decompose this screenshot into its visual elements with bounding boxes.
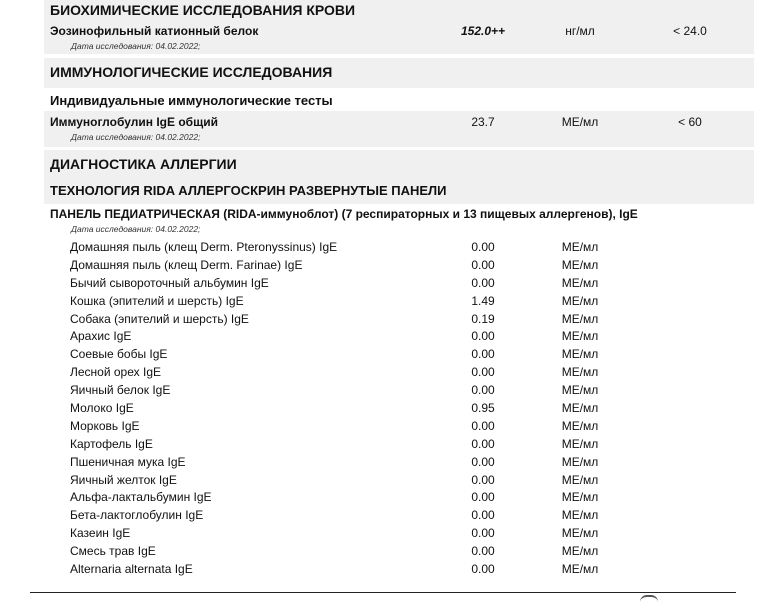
allergen-unit: МЕ/мл <box>561 544 599 559</box>
allergen-value: 0.00 <box>471 257 495 272</box>
allergen-value: 0.00 <box>471 347 495 362</box>
immuno-test-ref: < 60 <box>678 115 702 129</box>
table-row <box>0 363 766 381</box>
allergen-name: Кошка (эпителий и шерсть) IgE <box>70 293 244 308</box>
allergen-unit: МЕ/мл <box>561 293 599 308</box>
allergen-name: Яичный белок IgE <box>70 383 171 398</box>
allergen-value: 0.00 <box>471 508 495 523</box>
immuno-test-date: Дата исследования: 04.02.2022; <box>71 132 201 142</box>
biochem-test-date: Дата исследования: 04.02.2022; <box>71 41 201 51</box>
allergen-name: Молоко IgE <box>70 401 134 416</box>
immuno-test-value: 23.7 <box>471 115 495 129</box>
allergen-name: Пшеничная мука IgE <box>70 454 186 469</box>
table-row <box>0 345 766 363</box>
table-row <box>0 471 766 489</box>
allergen-value: 0.95 <box>471 401 495 416</box>
allergen-name: Яичный желток IgE <box>70 472 177 487</box>
table-row <box>0 274 766 292</box>
allergen-name: Смесь трав IgE <box>70 544 156 559</box>
allergen-value: 0.00 <box>471 472 495 487</box>
allergen-value: 0.00 <box>471 240 495 254</box>
allergen-unit: МЕ/мл <box>561 275 599 290</box>
allergen-name: Казеин IgE <box>70 526 131 541</box>
biochem-test-unit: нг/мл <box>565 24 595 38</box>
allergen-name: Бычий сывороточный альбумин IgE <box>70 275 269 290</box>
allergen-value: 0.00 <box>471 436 495 451</box>
allergen-value: 0.19 <box>471 311 495 326</box>
allergen-value: 0.00 <box>471 454 495 469</box>
table-row <box>0 453 766 471</box>
allergen-unit: МЕ/мл <box>561 490 599 505</box>
allergen-unit: МЕ/мл <box>561 329 599 344</box>
immuno-test-unit: МЕ/мл <box>561 115 599 129</box>
allergen-unit: МЕ/мл <box>561 454 599 469</box>
allergy-panel-title: ПАНЕЛЬ ПЕДИАТРИЧЕСКАЯ (RIDA-иммуноблот) (7 респираторных и 13 пищевых аллергенов), IgE <box>50 207 638 221</box>
allergen-name: Alternaria alternata IgE <box>70 562 193 577</box>
allergen-name: Соевые бобы IgE <box>70 347 168 362</box>
allergen-unit: МЕ/мл <box>561 418 599 433</box>
allergen-table <box>0 238 766 578</box>
allergen-unit: МЕ/мл <box>561 365 599 380</box>
biochem-test-ref: < 24.0 <box>673 24 707 38</box>
allergen-unit: МЕ/мл <box>561 383 599 398</box>
allergen-unit: МЕ/мл <box>561 526 599 541</box>
table-row <box>0 399 766 417</box>
allergy-subheader: ТЕХНОЛОГИЯ RIDA АЛЛЕРГОСКРИН РАЗВЕРНУТЫЕ ПАНЕЛИ <box>50 183 447 198</box>
allergen-unit: МЕ/мл <box>561 508 599 523</box>
table-row <box>0 560 766 578</box>
allergen-name: Картофель IgE <box>70 436 153 451</box>
table-row <box>0 327 766 345</box>
allergen-value: 0.00 <box>471 329 495 344</box>
allergen-value: 0.00 <box>471 365 495 380</box>
allergen-unit: МЕ/мл <box>561 257 599 272</box>
allergy-header: ДИАГНОСТИКА АЛЛЕРГИИ <box>50 156 237 172</box>
table-row <box>0 524 766 542</box>
allergen-name: Домашняя пыль (клещ Derm. Pteronyssinus) IgE <box>70 240 338 254</box>
immuno-subheader: Индивидуальные иммунологические тесты <box>50 93 333 108</box>
table-row <box>0 238 766 256</box>
table-row <box>0 292 766 310</box>
biochem-header: БИОХИМИЧЕСКИЕ ИССЛЕДОВАНИЯ КРОВИ <box>50 2 356 18</box>
allergen-unit: МЕ/мл <box>561 240 599 254</box>
footer-divider <box>30 592 736 593</box>
allergen-unit: МЕ/мл <box>561 347 599 362</box>
allergen-unit: МЕ/мл <box>561 472 599 487</box>
table-row <box>0 542 766 560</box>
allergen-unit: МЕ/мл <box>561 562 599 577</box>
allergen-value: 0.00 <box>471 490 495 505</box>
biochem-test-name: Эозинофильный катионный белок <box>50 24 259 38</box>
table-row <box>0 488 766 506</box>
immuno-test-name: Иммуноглобулин IgE общий <box>50 115 218 129</box>
allergen-name: Арахис IgE <box>70 329 132 344</box>
allergen-value: 0.00 <box>471 544 495 559</box>
table-row <box>0 310 766 328</box>
biochem-test-value: 152.0++ <box>460 24 506 38</box>
allergy-panel-date: Дата исследования: 04.02.2022; <box>71 224 201 234</box>
allergen-value: 0.00 <box>471 526 495 541</box>
allergen-value: 0.00 <box>471 418 495 433</box>
allergen-name: Домашняя пыль (клещ Derm. Farinae) IgE <box>70 257 303 272</box>
allergen-name: Бета-лактоглобулин IgE <box>70 508 204 523</box>
table-row <box>0 506 766 524</box>
allergen-value: 0.00 <box>471 562 495 577</box>
allergen-unit: МЕ/мл <box>561 311 599 326</box>
allergen-name: Лесной орех IgE <box>70 365 161 380</box>
immuno-header: ИММУНОЛОГИЧЕСКИЕ ИССЛЕДОВАНИЯ <box>50 64 333 80</box>
allergen-value: 0.00 <box>471 275 495 290</box>
table-row <box>0 435 766 453</box>
allergen-value: 1.49 <box>471 293 495 308</box>
allergen-value: 0.00 <box>471 383 495 398</box>
allergen-unit: МЕ/мл <box>561 401 599 416</box>
allergen-name: Альфа-лактальбумин IgE <box>70 490 212 505</box>
table-row <box>0 417 766 435</box>
allergen-name: Морковь IgE <box>70 418 140 433</box>
allergen-unit: МЕ/мл <box>561 436 599 451</box>
allergen-name: Собака (эпителий и шерсть) IgE <box>70 311 249 326</box>
page-corner-mark <box>640 595 658 602</box>
table-row <box>0 381 766 399</box>
table-row <box>0 256 766 274</box>
